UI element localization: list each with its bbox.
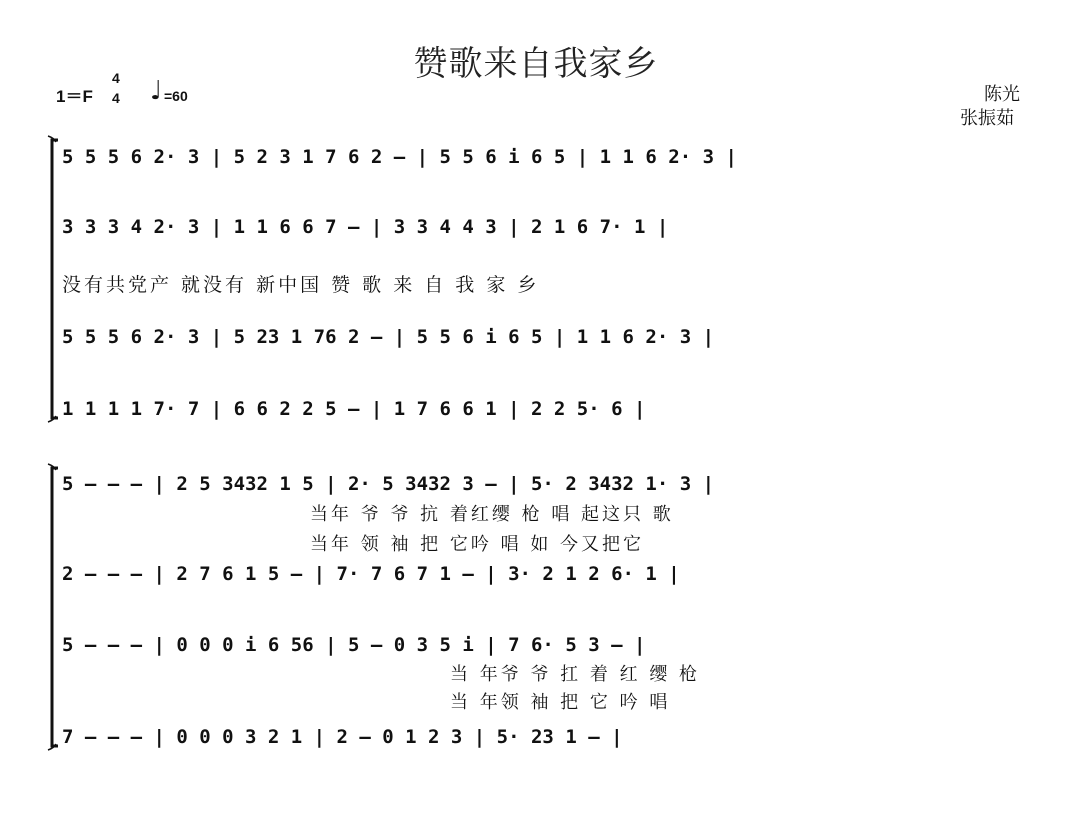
system1-lyrics: 没有共党产 就没有 新中国 赞 歌 来 自 我 家 乡 [62, 274, 540, 296]
system2-bracket [52, 468, 58, 746]
tempo-marking: =60 [164, 88, 188, 104]
system2-alto: 2 – – – | 2 7 6 1 5 – | 7· 7 6 7 1 – | 3· 2 1 2 6· 1 | [62, 563, 680, 585]
quarter-note-icon: ♩ [150, 76, 163, 106]
system2-lyrics-tenor-verse2: 当 年领 袖 把 它 吟 唱 [450, 692, 671, 713]
system2-lyrics-tenor-verse1: 当 年爷 爷 扛 着 红 缨 枪 [450, 664, 701, 685]
system2-bass: 7 – – – | 0 0 0 3 2 1 | 2 – 0 1 2 3 | 5· 23 1 – | [62, 726, 623, 748]
system2-lyrics-verse2: 当年 领 袖 把 它吟 唱 如 今又把它 [310, 534, 645, 555]
system1-tenor: 5 5 5 6 2· 3 | 5 23 1 76 2 – | 5 5 6 i 6 5 | 1 1 6 2· 3 | [62, 326, 715, 348]
time-signature-bottom: 4 [112, 90, 120, 106]
song-title: 赞歌来自我家乡 [413, 44, 659, 84]
system1-bracket [52, 140, 58, 418]
system2-lyrics-verse1: 当年 爷 爷 抗 着红缨 枪 唱 起这只 歌 [310, 504, 674, 525]
time-signature-top: 4 [112, 70, 120, 86]
system1-bass: 1 1 1 1 7· 7 | 6 6 2 2 5 – | 1 7 6 6 1 | 2 2 5· 6 | [62, 398, 646, 420]
lyricist: 陈光 [984, 84, 1020, 105]
system2-soprano: 5 – – – | 2 5 3432 1 5 | 2· 5 3432 3 – | 5· 2 3432 1· 3 | [62, 473, 715, 495]
system1-soprano: 5 5 5 6 2· 3 | 5 2 3 1 7 6 2 – | 5 5 6 i 6 5 | 1 1 6 2· 3 | [62, 146, 737, 168]
composer: 张振茹 [960, 108, 1014, 129]
key-signature: 1＝F [56, 87, 93, 106]
system1-alto: 3 3 3 4 2· 3 | 1 1 6 6 7 – | 3 3 4 4 3 | 2 1 6 7· 1 | [62, 216, 669, 238]
system2-tenor: 5 – – – | 0 0 0 i 6 56 | 5 – 0 3 5 i | 7 6· 5 3 – | [62, 634, 646, 656]
